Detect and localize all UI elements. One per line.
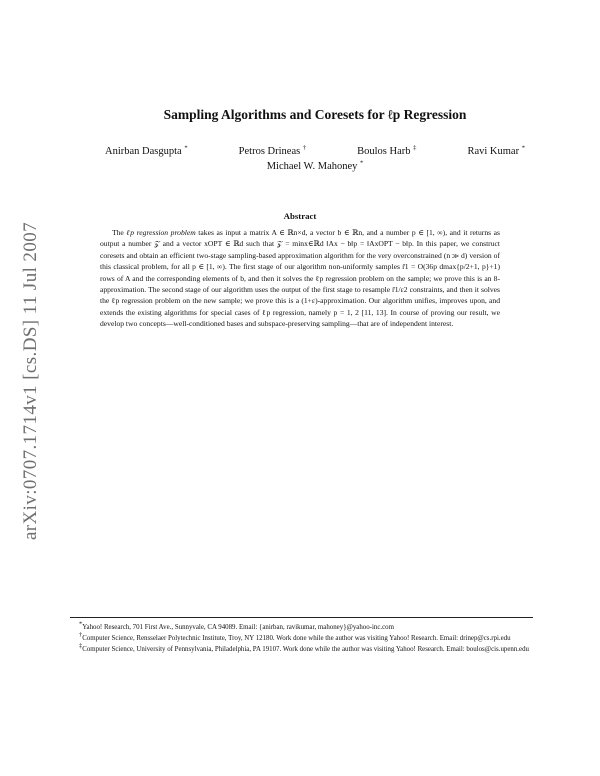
arxiv-id-label: arXiv:0707.1714v1 [cs.DS] 11 Jul 2007	[20, 221, 41, 541]
abstract-text: The ℓp regression problem takes as input a matrix A ∈ ℝn×d, a vector b ∈ ℝn, and a number p ∈ [1, ∞), and it returns as output a number 𝒵 and a vector xOPT ∈ ℝd such that 𝒵 = minx∈ℝd ‖Ax − b‖p = ‖AxOPT − b‖p. In this paper, we construct coresets and obtain an efficient two-stage sampling-based approximation algorithm for the very overconstrained (n ≫ d) version of this classical problem, for all p ∈ [1, ∞). The first stage of our algorithm non-uniformly samples r̂1 = O(36p dmax{p/2+1, p}+1) rows of A and the corresponding elements of b, and then it solves the ℓp regression problem on the sample; we prove this is an 8-approximation. The second stage of our algorithm uses the output of the first stage to resample r̂1/ε2 constraints, and then it solves the ℓp regression problem on the new sample; we prove this is a (1+ε)-approximation. Our algorithm unifies, improves upon, and extends the existing algorithms for special cases of ℓp regression, namely p = 1, 2 [11, 13]. In course of proving our result, we develop two concepts—well-conditioned bases and subspace-preserving sampling—that are of independent interest.	[100, 228, 500, 329]
footnote: †Computer Science, Rensselaer Polytechnic Institute, Troy, NY 12180. Work done while the author was visiting Yahoo! Research. Email: drinep@cs.rpi.edu	[79, 631, 511, 643]
paper-title: Sampling Algorithms and Coresets for ℓp Regression	[163, 107, 467, 122]
footnote: *Yahoo! Research, 701 First Ave., Sunnyvale, CA 94089. Email: {anirban, ravikumar, mahoney}@yahoo-inc.com	[79, 620, 394, 631]
author: Michael W. Mahoney *	[266, 159, 364, 172]
footnote: ‡Computer Science, University of Pennsylvania, Philadelphia, PA 19107. Work done while the author was visiting Yahoo! Research. Email: boulos@cis.upenn.edu	[79, 643, 529, 654]
author: Ravi Kumar *	[467, 144, 525, 157]
author-block	[95, 145, 535, 174]
author: Anirban Dasgupta *	[105, 144, 188, 157]
abstract-heading: Abstract	[283, 211, 317, 221]
arxiv-watermark	[21, 196, 41, 566]
footnotes	[70, 617, 533, 657]
author: Petros Drineas †	[238, 144, 307, 157]
author: Boulos Harb ‡	[357, 144, 417, 157]
